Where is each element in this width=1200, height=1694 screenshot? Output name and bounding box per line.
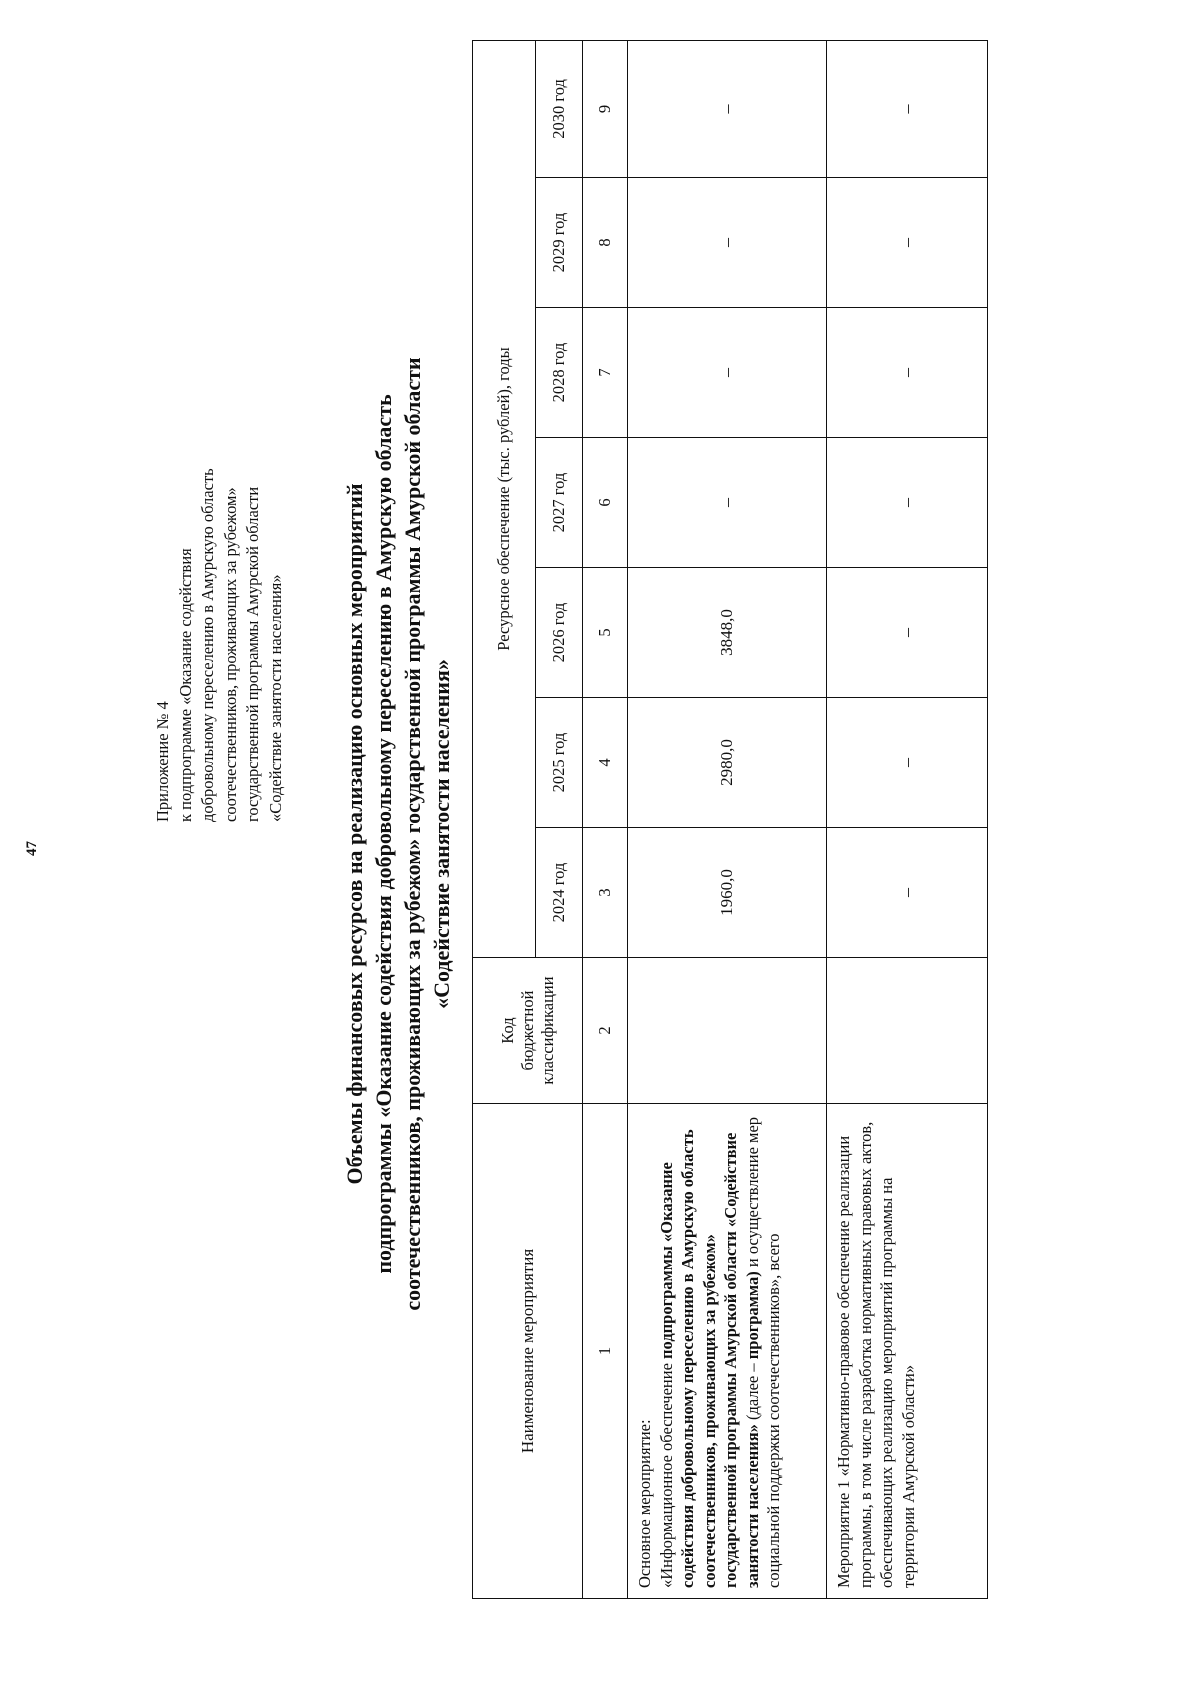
budget-code-cell — [827, 958, 988, 1104]
value-cell: 1960,0 — [628, 828, 827, 958]
header-year: 2029 год — [536, 178, 583, 308]
column-number: 1 — [583, 1104, 628, 1599]
column-number-row — [583, 40, 628, 1598]
header-code-line: Код — [497, 1017, 517, 1044]
budget-code-cell — [628, 958, 827, 1104]
value-cell: – — [827, 308, 988, 438]
appendix-line: добровольному переселению в Амурскую область — [198, 468, 217, 822]
appendix-line: «Содействие занятости населения» — [265, 574, 285, 822]
header-resources: Ресурсное обеспечение (тыс. рублей), годы — [473, 40, 536, 957]
activity-name: Мероприятие 1 «Нормативно-правовое обеспечение реализации программы, в том числе разработка нормативных правовых актов, обеспечивающих реализацию мероприятий программы на территории Амурской области» — [827, 1104, 988, 1599]
value-cell: – — [827, 828, 988, 958]
table-row — [628, 40, 827, 1598]
activity-name-part: «Информационное обеспечение — [656, 1358, 676, 1588]
value-cell: 3848,0 — [628, 568, 827, 698]
column-number: 7 — [583, 308, 628, 438]
appendix-line: государственной программы Амурской области — [243, 486, 262, 822]
activity-name-part: подпрограммы «Оказание содействия добровольному переселению в Амурскую область соотечественников, проживающих за рубежом» государственной программы Амурской области «Содействие занятости населения» — [656, 1129, 762, 1588]
header-year: 2030 год — [536, 40, 583, 177]
value-cell: – — [827, 438, 988, 568]
value-cell: – — [628, 438, 827, 568]
value-cell: – — [827, 698, 988, 828]
header-code-line: бюджетной — [517, 990, 537, 1071]
header-budget-code — [473, 958, 583, 1104]
column-number: 5 — [583, 568, 628, 698]
header-year: 2026 год — [536, 568, 583, 698]
value-cell: – — [827, 40, 988, 177]
appendix-note — [152, 468, 287, 822]
header-year: 2028 год — [536, 308, 583, 438]
column-number: 2 — [583, 958, 628, 1104]
value-cell: 2980,0 — [628, 698, 827, 828]
header-code-line: классификации — [537, 976, 557, 1085]
appendix-line: соотечественников, проживающих за рубежом» — [220, 487, 240, 822]
appendix-line: Приложение № 4 — [153, 701, 172, 822]
appendix-line: к подпрограмме «Оказание содействия — [175, 548, 195, 822]
value-cell: – — [628, 178, 827, 308]
page-number: 47 — [24, 841, 40, 856]
header-year: 2025 год — [536, 698, 583, 828]
value-cell: – — [628, 308, 827, 438]
activity-name-part: Основное мероприятие: — [635, 1419, 654, 1588]
title-line: Объемы финансовых ресурсов на реализацию основных мероприятий — [342, 483, 367, 1185]
value-cell: – — [827, 568, 988, 698]
column-number: 4 — [583, 698, 628, 828]
document-title — [340, 274, 456, 1394]
activity-name-part: и осуществление мер социальной поддержки соотечественников», всего — [742, 1116, 783, 1588]
activity-name-part: (далее – — [742, 1359, 762, 1420]
header-year: 2024 год — [536, 828, 583, 958]
title-line: подпрограммы «Оказание содействия добровольному переселению в Амурскую область — [371, 394, 396, 1274]
activity-name-part: программа) — [742, 1271, 762, 1360]
title-line: «Содействие занятости населения» — [429, 659, 454, 1009]
title-line: соотечественников, проживающих за рубежом» государственной программы Амурской области — [400, 357, 425, 1311]
value-cell: – — [827, 178, 988, 308]
column-number: 6 — [583, 438, 628, 568]
table-row — [827, 40, 988, 1598]
financial-resources-table — [472, 40, 988, 1599]
header-name: Наименование мероприятия — [473, 1104, 583, 1599]
activity-name — [628, 1104, 827, 1599]
column-number: 9 — [583, 40, 628, 177]
column-number: 8 — [583, 178, 628, 308]
header-year: 2027 год — [536, 438, 583, 568]
value-cell: – — [628, 40, 827, 177]
column-number: 3 — [583, 828, 628, 958]
